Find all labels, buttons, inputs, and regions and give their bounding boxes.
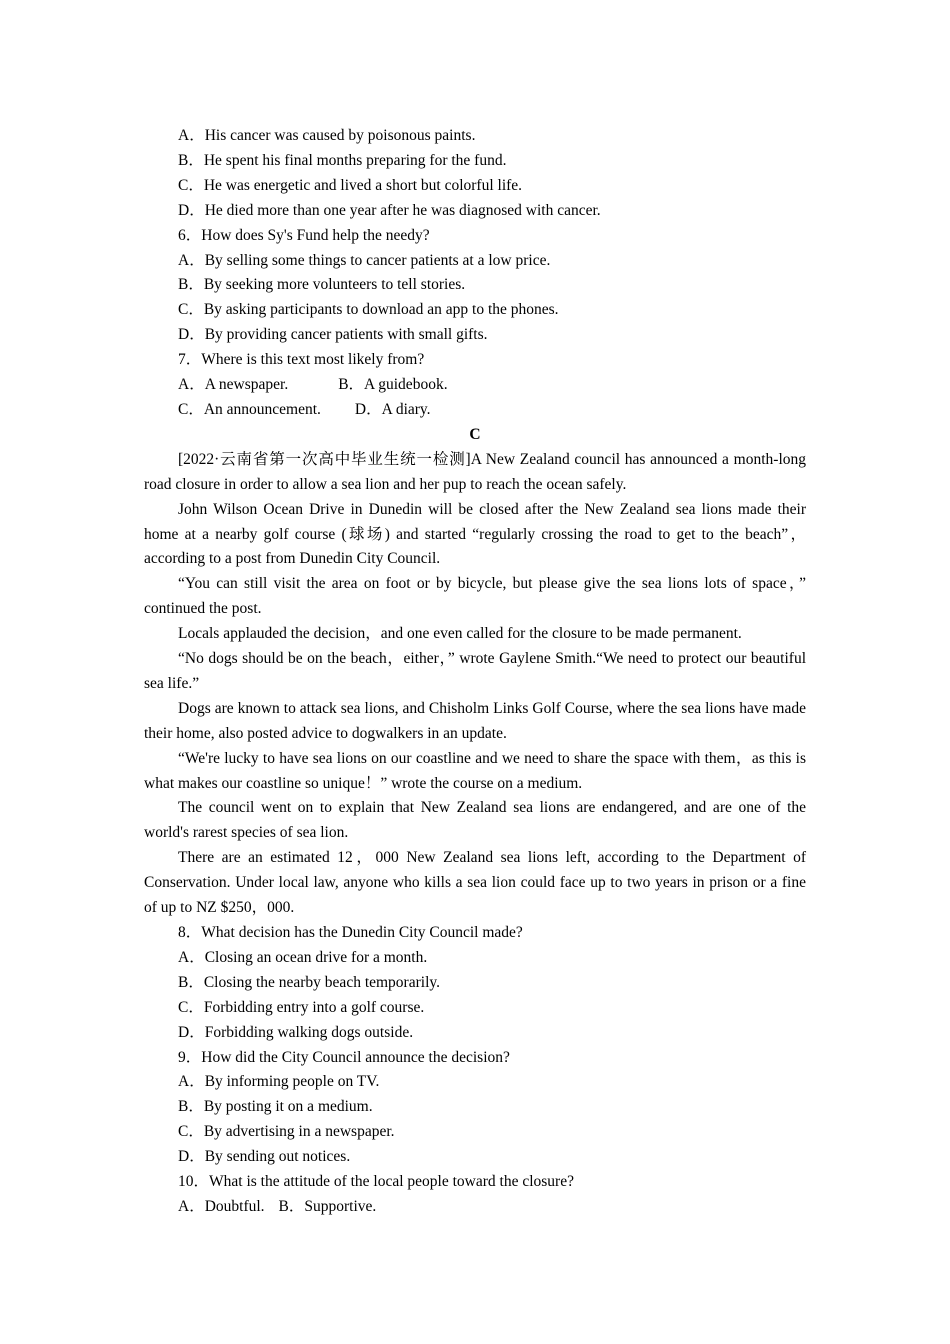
passage-paragraph-1: [2022·云南省第一次高中毕业生统一检测]A New Zealand council has announced a month-long road closure in order to allow a sea lion and her pup to reach the ocean safely.: [144, 450, 806, 493]
document-content: [144, 124, 806, 1220]
passage-paragraph-2: John Wilson Ocean Drive in Dunedin will be closed after the New Zealand sea lions made their home at a nearby golf course (球场) and started “regularly crossing the road to get to the beach”， according to a post from Dunedin City Council.: [144, 500, 806, 568]
q10-option-b: B．Supportive.: [278, 1197, 377, 1215]
q5-option-d: D．He died more than one year after he was diagnosed with cancer.: [178, 201, 601, 219]
section-label: C: [469, 425, 481, 443]
q6-option-c: C．By asking participants to download an app to the phones.: [178, 301, 559, 319]
passage-paragraph-7: “We're lucky to have sea lions on our coastline and we need to share the space with them，as this is what makes our coastline so unique！” wrote the course on a medium.: [144, 749, 806, 792]
q9-option-d: D．By sending out notices.: [178, 1148, 351, 1166]
passage-paragraph-6: Dogs are known to attack sea lions, and Chisholm Links Golf Course, where the sea lions have made their home, also posted advice to dogwalkers in an update.: [144, 699, 806, 742]
q7-options-row-1: [144, 373, 806, 398]
passage-paragraph-8: The council went on to explain that New Zealand sea lions are endangered, and are one of the world's rarest species of sea lion.: [144, 799, 806, 842]
q9-stem: 9．How did the City Council announce the decision?: [178, 1048, 510, 1066]
q9-option-a: A．By informing people on TV.: [178, 1073, 380, 1091]
q8-option-b: B．Closing the nearby beach temporarily.: [178, 973, 440, 991]
q10-option-a: A．Doubtful.: [178, 1197, 265, 1215]
q5-option-c: C．He was energetic and lived a short but colorful life.: [178, 176, 523, 194]
q7-option-b: B．A guidebook.: [338, 376, 448, 394]
q7-options-row-2: [144, 398, 806, 423]
passage-paragraph-4: Locals applauded the decision，and one even called for the closure to be made permanent.: [178, 625, 742, 643]
passage-paragraph-3: “You can still visit the area on foot or by bicycle, but please give the sea lions lots of space，” continued the post.: [144, 575, 806, 618]
q7-option-c: C．An announcement.: [178, 400, 321, 418]
q7-stem: 7．Where is this text most likely from?: [178, 351, 425, 369]
passage-paragraph-5: “No dogs should be on the beach，either，” wrote Gaylene Smith.“We need to protect our beautiful sea life.”: [144, 650, 806, 692]
q6-option-b: B．By seeking more volunteers to tell stories.: [178, 276, 466, 294]
q6-stem: 6．How does Sy's Fund help the needy?: [178, 226, 430, 244]
q5-option-b: B．He spent his final months preparing for the fund.: [178, 151, 507, 169]
q7-option-a: A．A newspaper.: [178, 376, 289, 394]
q10-stem: 10．What is the attitude of the local people toward the closure?: [178, 1173, 574, 1191]
q10-options-row: [144, 1195, 806, 1220]
q7-option-d: D．A diary.: [354, 400, 431, 418]
q8-option-d: D．Forbidding walking dogs outside.: [178, 1023, 414, 1041]
q8-option-a: A．Closing an ocean drive for a month.: [178, 948, 428, 966]
q9-option-b: B．By posting it on a medium.: [178, 1098, 373, 1116]
q6-option-d: D．By providing cancer patients with small gifts.: [178, 326, 488, 344]
q6-option-a: A．By selling some things to cancer patients at a low price.: [178, 251, 551, 269]
q8-stem: 8．What decision has the Dunedin City Council made?: [178, 924, 523, 941]
q5-option-a: A．His cancer was caused by poisonous paints.: [178, 127, 476, 144]
q8-option-c: C．Forbidding entry into a golf course.: [178, 998, 425, 1016]
passage-paragraph-9: There are an estimated 12，000 New Zealand sea lions left, according to the Department of Conservation. Under local law, anyone who kills a sea lion could face up to two years in prison or a fine of up to NZ $250，000.: [144, 849, 806, 917]
q9-option-c: C．By advertising in a newspaper.: [178, 1123, 395, 1141]
